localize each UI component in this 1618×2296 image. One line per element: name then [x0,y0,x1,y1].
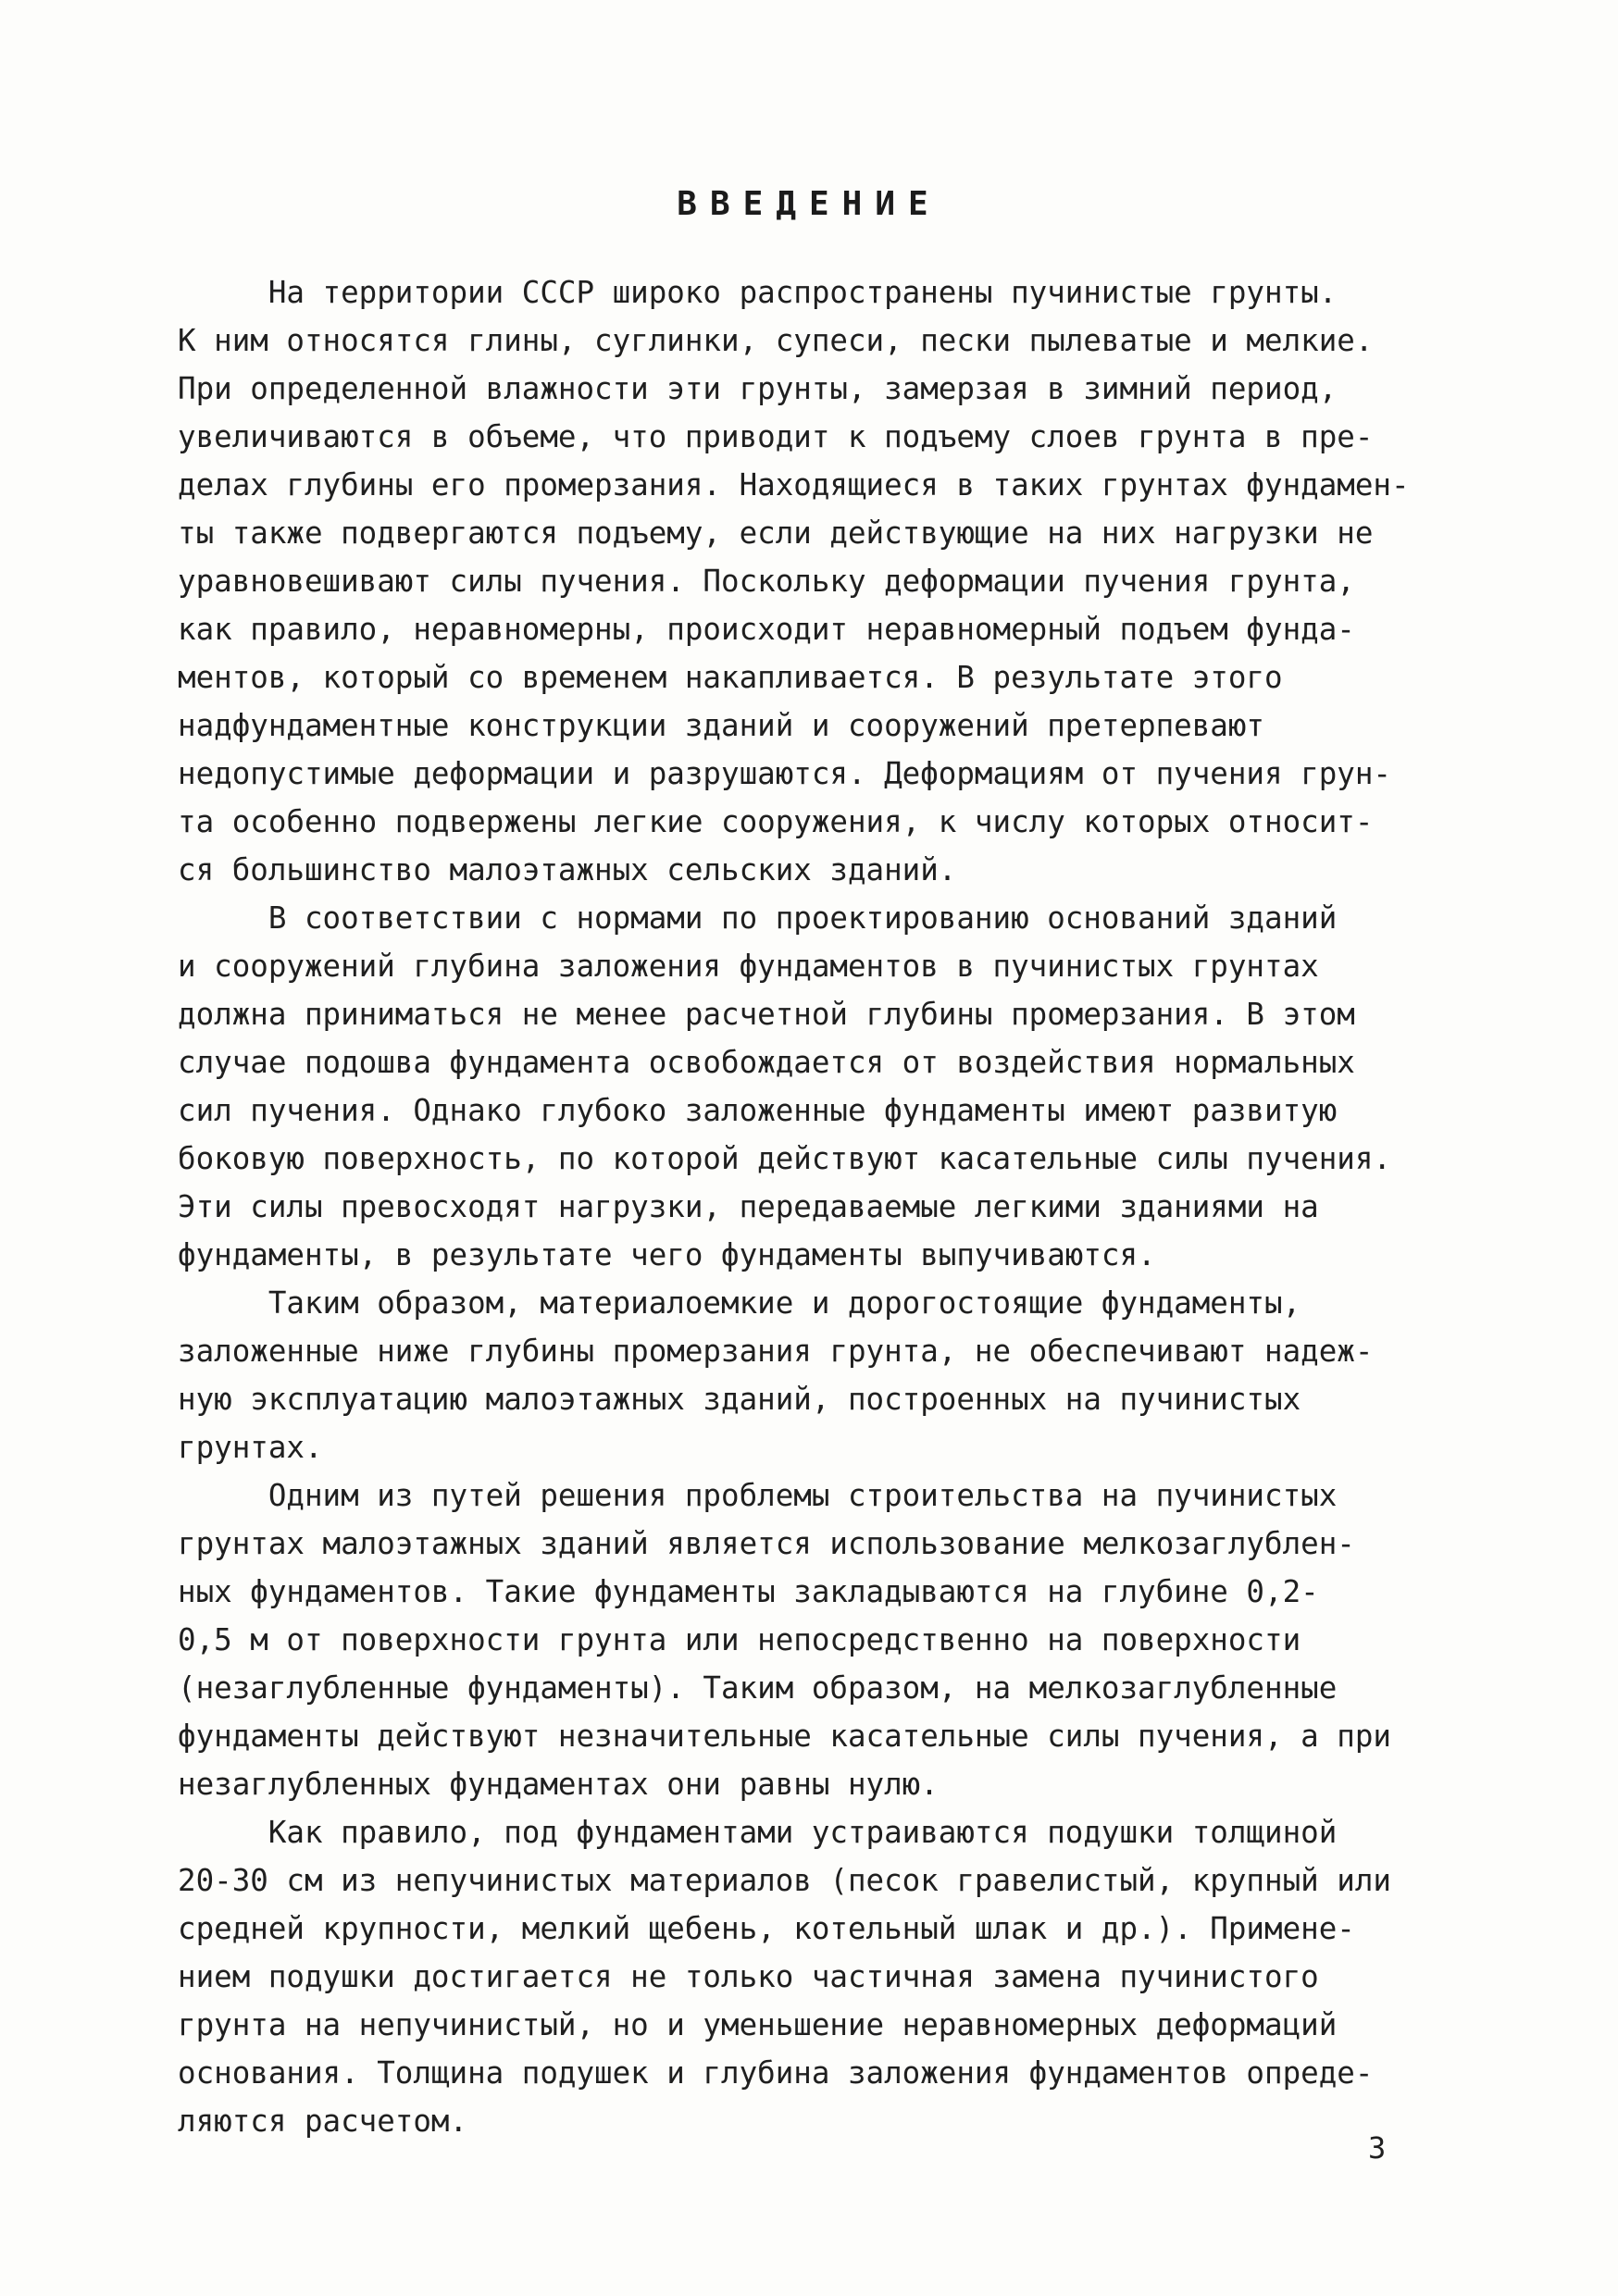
text-line: недопустимые деформации и разрушаются. Деформациям от пучения грун- [178,756,1391,791]
text-line: При определенной влажности эти грунты, замерзая в зимний период, [178,371,1338,406]
text-line: ных фундаментов. Такие фундаменты закладываются на глубине 0,2- [178,1574,1319,1609]
text-line: грунтах малоэтажных зданий является использование мелкозаглублен- [178,1526,1355,1561]
text-line: делах глубины его промерзания. Находящиеся в таких грунтах фундамен- [178,467,1410,503]
page-title: ВВЕДЕНИЕ [677,185,941,223]
page-number: 3 [1368,2130,1387,2166]
text-line: основания. Толщина подушек и глубина заложения фундаментов опреде- [178,2055,1374,2091]
text-line: ную эксплуатацию малоэтажных зданий, построенных на пучинистых [178,1382,1301,1417]
text-line: средней крупности, мелкий щебень, котельный шлак и др.). Примене- [178,1911,1355,1946]
paragraph-1 [178,268,1446,894]
text-line: грунтах. [178,1430,323,1465]
text-line: На территории СССР широко распространены пучинистые грунты. [178,275,1338,310]
text-line: увеличиваются в объеме, что приводит к подъему слоев грунта в пре- [178,419,1374,454]
text-line: нием подушки достигается не только частичная замена пучинистого [178,1959,1319,1994]
text-line: фундаменты, в результате чего фундаменты выпучиваются. [178,1237,1156,1272]
paragraph-4 [178,1471,1446,1808]
paragraph-2 [178,894,1446,1279]
text-line: надфундаментные конструкции зданий и сооружений претерпевают [178,708,1264,743]
text-line: 20-30 см из непучинистых материалов (песок гравелистый, крупный или [178,1863,1391,1898]
paragraph-3 [178,1279,1446,1471]
text-line: заложенные ниже глубины промерзания грунта, не обеспечивают надеж- [178,1334,1374,1369]
paragraph-5 [178,1808,1446,2145]
text-line: должна приниматься не менее расчетной глубины промерзания. В этом [178,997,1355,1032]
text-line: В соответствии с нормами по проектированию оснований зданий [178,900,1338,936]
text-line: и сооружений глубина заложения фундаментов в пучинистых грунтах [178,949,1319,984]
text-line: (незаглубленные фундаменты). Таким образом, на мелкозаглубленные [178,1670,1338,1706]
text-line: боковую поверхность, по которой действуют касательные силы пучения. [178,1141,1391,1176]
text-line: уравновешивают силы пучения. Поскольку деформации пучения грунта, [178,564,1355,599]
text-line: та особенно подвержены легкие сооружения, к числу которых относит- [178,804,1374,839]
text-line: К ним относятся глины, суглинки, супеси, пески пылеватые и мелкие. [178,323,1374,358]
text-line: незаглубленных фундаментах они равны нулю. [178,1767,939,1802]
text-line: ты также подвергаются подъему, если действующие на них нагрузки не [178,515,1374,551]
text-line: ляются расчетом. [178,2104,468,2139]
text-line: 0,5 м от поверхности грунта или непосредственно на поверхности [178,1622,1301,1657]
text-line: Эти силы превосходят нагрузки, передаваемые легкими зданиями на [178,1189,1319,1224]
text-line: как правило, неравномерны, происходит неравномерный подъем фунда- [178,612,1355,647]
text-line: Одним из путей решения проблемы строительства на пучинистых [178,1478,1338,1513]
text-line: фундаменты действуют незначительные касательные силы пучения, а при [178,1719,1391,1754]
text-line: ментов, который со временем накапливается. В результате этого [178,660,1283,695]
body-text [178,268,1446,2145]
text-line: Таким образом, материалоемкие и дорогостоящие фундаменты, [178,1285,1301,1321]
text-line: Как правило, под фундаментами устраиваются подушки толщиной [178,1815,1338,1850]
text-line: грунта на непучинистый, но и уменьшение неравномерных деформаций [178,2007,1338,2042]
text-line: ся большинство малоэтажных сельских зданий. [178,852,957,887]
text-line: сил пучения. Однако глубоко заложенные фундаменты имеют развитую [178,1093,1338,1128]
text-line: случае подошва фундамента освобождается от воздействия нормальных [178,1045,1355,1080]
